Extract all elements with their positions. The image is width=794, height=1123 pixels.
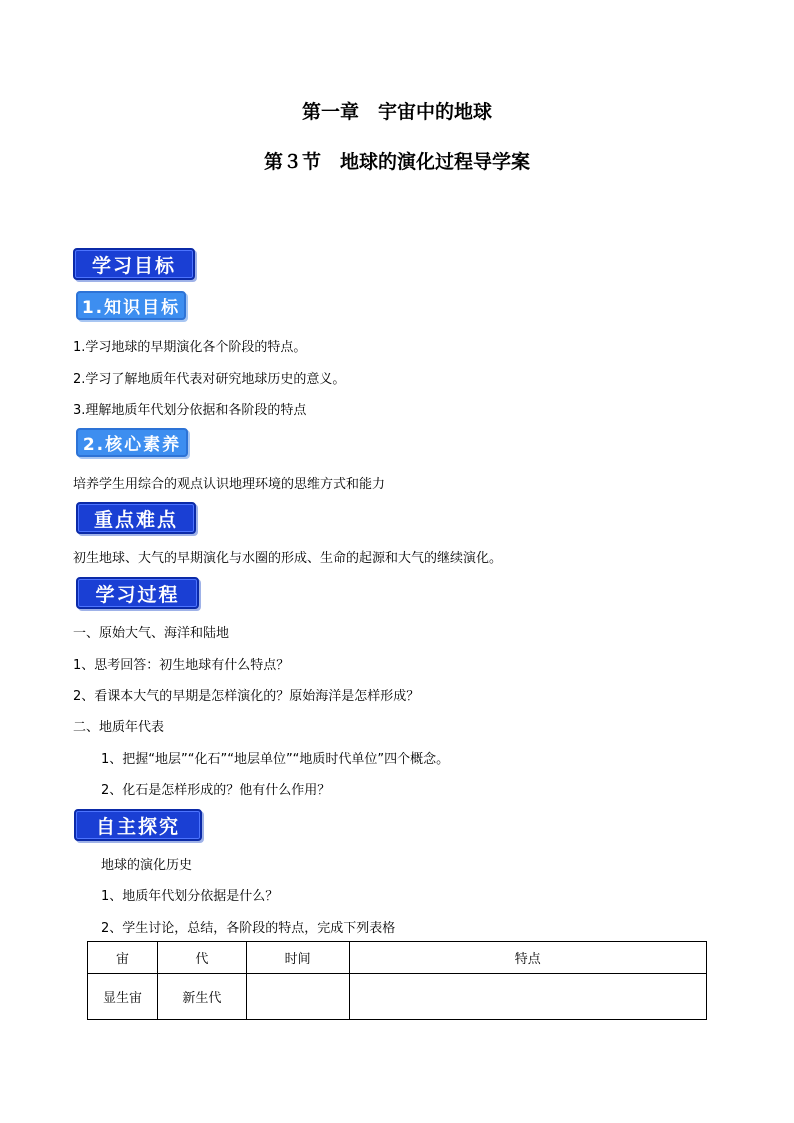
key-difficult-text: 初生地球、大气的早期演化与水圈的形成、生命的起源和大气的继续演化。 [73,551,503,566]
table-cell-time[interactable] [246,974,349,1020]
exploration-line-3: 2、学生讨论，总结，各阶段的特点，完成下列表格 [101,921,396,936]
table-header-features: 特点 [349,942,706,974]
table-cell-features[interactable] [349,974,706,1020]
table-header-time: 时间 [246,942,349,974]
exploration-line-1: 地球的演化历史 [101,858,193,873]
geologic-time-table [87,941,707,1020]
table-header-era: 代 [157,942,246,974]
process-line-2: 1、思考回答：初生地球有什么特点？ [73,658,290,673]
core-literacy-text: 培养学生用综合的观点认识地理环境的思维方式和能力 [73,477,386,492]
chapter-title: 第一章 宇宙中的地球 [301,101,492,123]
table-header-row [88,942,707,974]
learning-process-heading: 学习过程 [76,577,199,609]
process-line-6: 2、化石是怎样形成的？他有什么作用？ [101,783,331,798]
table-header-eon: 宙 [88,942,158,974]
process-line-5: 1、把握“地层”“化石”“地层单位”“地质时代单位”四个概念。 [101,752,450,767]
section-title: 第３节 地球的演化过程导学案 [263,151,530,173]
table-cell-era: 新生代 [157,974,246,1020]
knowledge-item-1: 1.学习地球的早期演化各个阶段的特点。 [73,340,307,355]
knowledge-item-3: 3.理解地质年代划分依据和各阶段的特点 [73,403,307,418]
learning-goals-heading: 学习目标 [73,248,195,280]
table-cell-eon: 显生宙 [88,974,158,1020]
self-exploration-heading: 自主探究 [74,809,202,841]
process-line-3: 2、看课本大气的早期是怎样演化的？原始海洋是怎样形成？ [73,689,420,704]
knowledge-goals-heading: 1.知识目标 [76,291,186,320]
table-row [88,974,707,1020]
key-difficult-heading: 重点难点 [76,502,196,534]
core-literacy-heading: 2.核心素养 [76,428,188,457]
exploration-line-2: 1、地质年代划分依据是什么？ [101,889,279,904]
process-line-1: 一、原始大气、海洋和陆地 [73,626,230,641]
knowledge-item-2: 2.学习了解地质年代表对研究地球历史的意义。 [73,372,346,387]
process-line-4: 二、地质年代表 [73,720,165,735]
